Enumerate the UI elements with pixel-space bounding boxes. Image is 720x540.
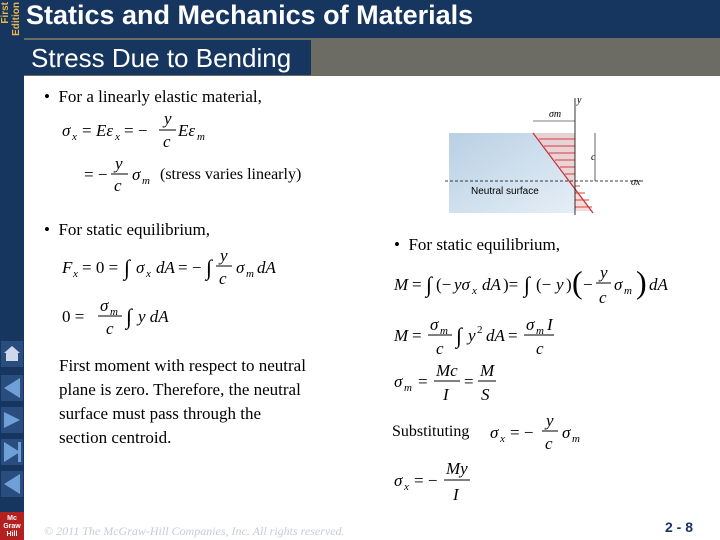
svg-text:= −: = − — [510, 423, 534, 442]
svg-text:σ: σ — [614, 275, 623, 294]
svg-text:M: M — [394, 326, 409, 345]
svg-text:y dA: y dA — [138, 307, 169, 326]
svg-text:M: M — [394, 275, 409, 294]
svg-text:σ: σ — [100, 296, 109, 315]
page-number: 2 - 8 — [665, 519, 694, 535]
svg-text:m: m — [440, 325, 448, 337]
svg-text:(: ( — [572, 264, 583, 300]
equation-first-moment — [60, 296, 190, 340]
svg-text:x: x — [404, 481, 409, 493]
svg-text:M: M — [480, 361, 495, 380]
equation-hooke — [60, 108, 240, 156]
svg-text:∫: ∫ — [126, 304, 133, 329]
svg-text:S: S — [481, 385, 490, 404]
note-stress-varies: (stress varies linearly) — [160, 166, 302, 183]
svg-text:x: x — [500, 433, 505, 445]
svg-text:m: m — [404, 382, 412, 394]
svg-text:∫: ∫ — [124, 255, 131, 280]
bullet-static-equilibrium-1: • For static equilibrium, — [44, 220, 211, 239]
svg-text:m: m — [572, 433, 580, 445]
fig-y-label: y — [577, 95, 582, 106]
svg-text:c: c — [436, 339, 444, 358]
svg-text:x: x — [73, 268, 78, 280]
svg-text:=: = — [412, 326, 422, 345]
svg-text:dA: dA — [257, 258, 276, 277]
svg-text:0 =: 0 = — [62, 307, 85, 326]
svg-text:y: y — [556, 275, 564, 294]
svg-text:∫: ∫ — [206, 255, 213, 280]
copyright-footer: © 2011 The McGraw-Hill Companies, Inc. All rights reserved. — [44, 524, 345, 538]
fig-neutral-surface-label: Neutral surface — [471, 186, 539, 197]
mcgraw-hill-logo — [0, 512, 24, 540]
previous-icon[interactable] — [0, 470, 24, 498]
svg-text:=: = — [412, 275, 422, 294]
svg-text:m: m — [110, 306, 118, 318]
equation-force-sum — [60, 247, 290, 291]
svg-text:σ: σ — [526, 315, 535, 334]
logo-line1: Mc — [7, 515, 17, 522]
svg-text:dA: dA — [482, 275, 501, 294]
svg-text:)=: )= — [503, 275, 519, 294]
equation-substituted-stress — [488, 412, 598, 456]
svg-text:= −: = − — [178, 258, 202, 277]
svg-text:σ: σ — [394, 372, 403, 391]
svg-text:): ) — [636, 264, 647, 300]
svg-text:F: F — [62, 258, 73, 277]
svg-text:x: x — [472, 285, 477, 297]
svg-text:c: c — [219, 269, 227, 288]
paragraph-line: plane is zero. Therefore, the neutral — [59, 380, 301, 399]
centroid-paragraph — [59, 354, 306, 450]
svg-text:∫: ∫ — [456, 323, 463, 348]
page-title: Statics and Mechanics of Materials — [26, 0, 474, 30]
edition-label — [0, 0, 24, 44]
svg-text:I: I — [547, 315, 553, 334]
equation-flexure-formula — [392, 458, 502, 506]
stress-distribution-figure — [445, 93, 680, 218]
svg-text:σ: σ — [136, 258, 145, 277]
equation-max-stress — [392, 360, 512, 410]
bullet-text: For static equilibrium, — [408, 235, 561, 254]
bullet-text: For a linearly elastic material, — [58, 87, 262, 106]
svg-text:σ: σ — [62, 121, 71, 140]
svg-text:I: I — [453, 485, 459, 504]
svg-text:m: m — [197, 131, 205, 143]
svg-text:dA: dA — [156, 258, 175, 277]
next-icon[interactable] — [0, 406, 24, 434]
svg-text:σ: σ — [490, 423, 499, 442]
substituting-label: Substituting — [392, 423, 470, 440]
svg-text:I: I — [443, 385, 449, 404]
logo-line2: Graw — [3, 523, 21, 530]
fig-c-label: c — [591, 152, 596, 163]
paragraph-line: surface must pass through the — [59, 404, 262, 423]
edition-line1: First — [0, 2, 11, 24]
svg-text:c: c — [599, 288, 607, 307]
svg-text:= −: = − — [84, 165, 108, 184]
equation-moment-inertia — [392, 314, 592, 360]
svg-text:y: y — [115, 156, 123, 173]
svg-text:= 0 =: = 0 = — [82, 258, 119, 277]
svg-text:c: c — [536, 339, 544, 358]
svg-text:σ: σ — [132, 165, 141, 184]
svg-text:y: y — [468, 326, 476, 345]
svg-text:c: c — [106, 319, 114, 338]
svg-text:Mc: Mc — [436, 361, 458, 380]
svg-text:σ: σ — [394, 471, 403, 490]
page-subtitle: Stress Due to Bending — [24, 40, 311, 75]
svg-text:∫: ∫ — [426, 272, 433, 297]
svg-text:dA: dA — [486, 326, 505, 345]
paragraph-line: First moment with respect to neutral — [59, 356, 306, 375]
svg-text:m: m — [246, 268, 254, 280]
svg-text:y: y — [600, 263, 608, 282]
svg-text:m: m — [142, 175, 150, 187]
svg-text:−: − — [583, 275, 593, 294]
svg-text:c: c — [545, 434, 553, 453]
fig-sigma-m-label: σm — [549, 109, 562, 120]
home-icon[interactable] — [0, 340, 24, 368]
svg-text:Eε: Eε — [96, 121, 114, 140]
equation-moment — [392, 262, 682, 312]
svg-text:yσ: yσ — [454, 275, 470, 294]
svg-text:(−: (− — [536, 275, 552, 294]
svg-text:My: My — [446, 459, 468, 478]
svg-text:= −: = − — [124, 121, 148, 140]
svg-text:y: y — [546, 412, 554, 430]
last-page-icon[interactable] — [0, 438, 24, 466]
svg-text:σ: σ — [430, 315, 439, 334]
svg-text:σ: σ — [236, 258, 245, 277]
svg-text:c: c — [114, 176, 122, 195]
svg-text:): ) — [566, 275, 572, 294]
bullet-static-equilibrium-2: • For static equilibrium, — [394, 235, 561, 254]
first-page-icon[interactable] — [0, 374, 24, 402]
svg-text:dA: dA — [649, 275, 668, 294]
svg-text:x: x — [146, 268, 151, 280]
svg-text:y: y — [220, 247, 228, 265]
svg-text:m: m — [624, 285, 632, 297]
svg-text:(−: (− — [436, 275, 452, 294]
svg-text:x: x — [72, 131, 77, 143]
svg-text:=: = — [464, 372, 474, 391]
svg-text:c: c — [163, 132, 171, 151]
svg-text:= −: = − — [414, 471, 438, 490]
svg-text:∫: ∫ — [524, 272, 531, 297]
edition-line2: Edition — [11, 2, 22, 36]
fig-sigma-x-label: σx — [631, 177, 641, 188]
svg-text:2: 2 — [477, 324, 483, 336]
svg-text:m: m — [536, 325, 544, 337]
svg-text:Eε: Eε — [178, 121, 196, 140]
svg-text:y: y — [164, 109, 172, 128]
svg-text:x: x — [115, 131, 120, 143]
paragraph-line: section centroid. — [59, 428, 172, 447]
bullet-text: For static equilibrium, — [58, 220, 211, 239]
svg-text:=: = — [82, 121, 92, 140]
svg-text:=: = — [418, 372, 428, 391]
logo-line3: Hill — [6, 531, 18, 538]
svg-text:σ: σ — [562, 423, 571, 442]
svg-text:=: = — [508, 326, 518, 345]
bullet-linear-elastic: • For a linearly elastic material, — [44, 87, 262, 106]
